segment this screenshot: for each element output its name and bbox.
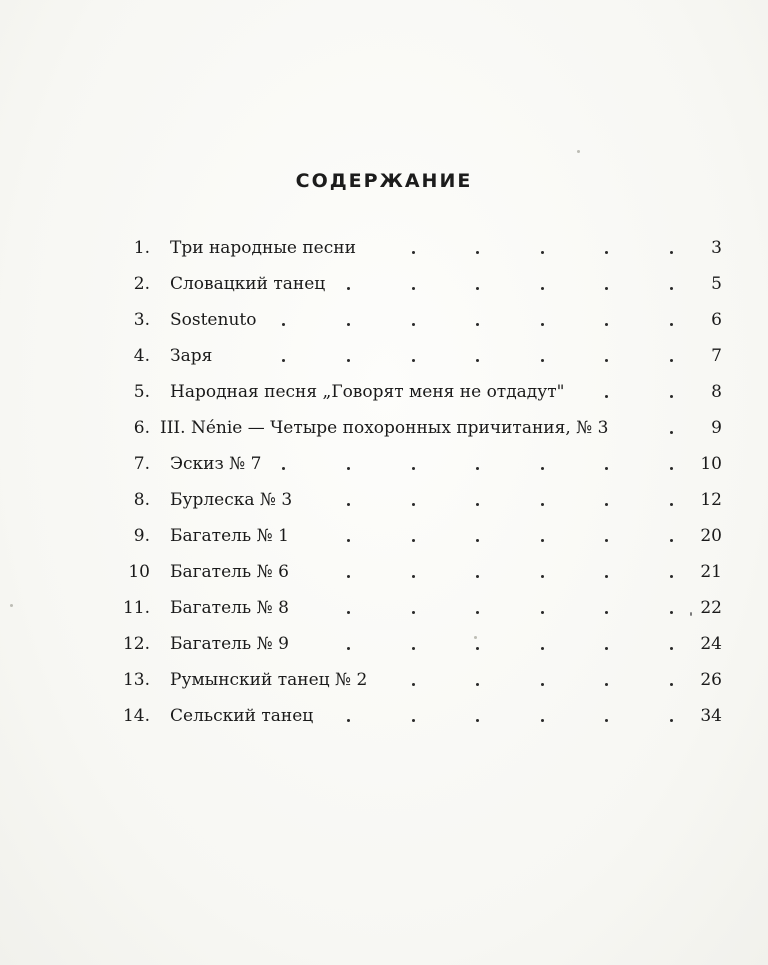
entry-number: 12. bbox=[122, 634, 150, 654]
leader-dot bbox=[605, 467, 608, 470]
paper-speck bbox=[10, 604, 13, 607]
leader-dot bbox=[412, 251, 415, 254]
toc-entry bbox=[0, 554, 768, 590]
toc-entry bbox=[0, 626, 768, 662]
entry-title: Бурлеска № 3 bbox=[170, 490, 293, 510]
leader-dot bbox=[476, 719, 479, 722]
leader-dot bbox=[541, 287, 544, 290]
leader-dot bbox=[412, 719, 415, 722]
leader-dot bbox=[347, 287, 350, 290]
leader-dot bbox=[605, 251, 608, 254]
leader-dot bbox=[605, 359, 608, 362]
entry-title: Багатель № 6 bbox=[170, 562, 289, 582]
dot-leader bbox=[0, 266, 768, 302]
leader-dot bbox=[412, 575, 415, 578]
leader-dot bbox=[347, 467, 350, 470]
leader-dot bbox=[282, 323, 285, 326]
leader-dot bbox=[412, 647, 415, 650]
leader-dot bbox=[347, 359, 350, 362]
leader-dot bbox=[605, 575, 608, 578]
toc-entry bbox=[0, 446, 768, 482]
leader-dot bbox=[670, 251, 673, 254]
dot-leader bbox=[0, 230, 768, 266]
leader-dot bbox=[347, 539, 350, 542]
leader-dot bbox=[476, 251, 479, 254]
leader-dot bbox=[541, 539, 544, 542]
entry-page: 8 bbox=[711, 382, 722, 402]
leader-dot bbox=[670, 719, 673, 722]
entry-title: Эскиз № 7 bbox=[170, 454, 262, 474]
dot-leader bbox=[0, 698, 768, 734]
leader-dot bbox=[605, 539, 608, 542]
entry-number: 10 bbox=[128, 562, 150, 582]
toc-entry bbox=[0, 518, 768, 554]
leader-dot bbox=[670, 323, 673, 326]
toc-entry bbox=[0, 266, 768, 302]
dot-leader bbox=[0, 338, 768, 374]
leader-dot bbox=[670, 611, 673, 614]
leader-dot bbox=[282, 467, 285, 470]
leader-dot bbox=[476, 575, 479, 578]
leader-dot bbox=[541, 359, 544, 362]
leader-dot bbox=[476, 539, 479, 542]
dot-leader bbox=[0, 446, 768, 482]
leader-dot bbox=[670, 539, 673, 542]
entry-page: 26 bbox=[700, 670, 722, 690]
leader-dot bbox=[670, 359, 673, 362]
leader-dot bbox=[605, 503, 608, 506]
entry-number: 13. bbox=[122, 670, 150, 690]
leader-dot bbox=[412, 683, 415, 686]
leader-dot bbox=[670, 575, 673, 578]
entry-page: 9 bbox=[711, 418, 722, 438]
leader-dot bbox=[605, 647, 608, 650]
entry-number: 5. bbox=[133, 382, 150, 402]
entry-title: III. Nénie — Четыре похоронных причитания, № 3 bbox=[160, 418, 609, 438]
entry-page: 10 bbox=[700, 454, 722, 474]
leader-dot bbox=[476, 647, 479, 650]
dot-leader bbox=[0, 626, 768, 662]
toc-entry bbox=[0, 374, 768, 410]
leader-dot bbox=[541, 575, 544, 578]
leader-dot bbox=[347, 323, 350, 326]
entry-number: 4. bbox=[133, 346, 150, 366]
leader-dot bbox=[670, 395, 673, 398]
toc-entry bbox=[0, 590, 768, 626]
entry-title: Багатель № 8 bbox=[170, 598, 289, 618]
leader-dot bbox=[605, 719, 608, 722]
leader-dot bbox=[605, 683, 608, 686]
entry-title: Народная песня „Говорят меня не отдадут" bbox=[170, 382, 565, 402]
leader-dot bbox=[412, 287, 415, 290]
leader-dot bbox=[476, 359, 479, 362]
toc-entry bbox=[0, 230, 768, 266]
leader-dot bbox=[670, 503, 673, 506]
leader-dot bbox=[670, 431, 673, 434]
toc-entry bbox=[0, 482, 768, 518]
entry-page: 5 bbox=[711, 274, 722, 294]
leader-dot bbox=[541, 467, 544, 470]
toc-entry bbox=[0, 410, 768, 446]
leader-dot bbox=[476, 323, 479, 326]
leader-dot bbox=[412, 467, 415, 470]
leader-dot bbox=[605, 323, 608, 326]
entry-title: Sostenuto bbox=[170, 310, 257, 330]
entry-number: 1. bbox=[133, 238, 150, 258]
entry-page: 6 bbox=[711, 310, 722, 330]
dot-leader bbox=[0, 518, 768, 554]
entry-number: 7. bbox=[133, 454, 150, 474]
dot-leader bbox=[0, 662, 768, 698]
entry-page: 7 bbox=[711, 346, 722, 366]
entry-title: Сельский танец bbox=[170, 706, 314, 726]
entry-title: Словацкий танец bbox=[170, 274, 326, 294]
dot-leader bbox=[0, 302, 768, 338]
dot-leader bbox=[0, 374, 768, 410]
toc-entry bbox=[0, 338, 768, 374]
leader-dot bbox=[476, 683, 479, 686]
entry-number: 11. bbox=[122, 598, 150, 618]
leader-dot bbox=[476, 611, 479, 614]
leader-dot bbox=[347, 575, 350, 578]
entry-page: 34 bbox=[700, 706, 722, 726]
dot-leader bbox=[0, 554, 768, 590]
leader-dot bbox=[670, 647, 673, 650]
leader-dot bbox=[605, 287, 608, 290]
leader-dot bbox=[541, 503, 544, 506]
leader-dot bbox=[476, 503, 479, 506]
entry-page: 21 bbox=[700, 562, 722, 582]
leader-dot bbox=[412, 611, 415, 614]
entry-page: 12 bbox=[700, 490, 722, 510]
leader-dot bbox=[347, 611, 350, 614]
leader-dot bbox=[541, 611, 544, 614]
leader-dot bbox=[541, 683, 544, 686]
dot-leader bbox=[0, 590, 768, 626]
toc-entry bbox=[0, 662, 768, 698]
leader-dot bbox=[541, 251, 544, 254]
leader-dot bbox=[541, 323, 544, 326]
leader-dot bbox=[282, 359, 285, 362]
entry-title: Румынский танец № 2 bbox=[170, 670, 368, 690]
leader-dot bbox=[412, 359, 415, 362]
entry-number: 3. bbox=[133, 310, 150, 330]
entry-number: 6. bbox=[133, 418, 150, 438]
paper-speck bbox=[474, 636, 477, 639]
toc-entry bbox=[0, 698, 768, 734]
leader-dot bbox=[412, 539, 415, 542]
entry-page: 24 bbox=[700, 634, 722, 654]
leader-dot bbox=[605, 395, 608, 398]
leader-dot bbox=[347, 503, 350, 506]
dot-leader bbox=[0, 482, 768, 518]
leader-dot bbox=[541, 647, 544, 650]
leader-dot bbox=[412, 503, 415, 506]
leader-dot bbox=[605, 611, 608, 614]
leader-dot bbox=[347, 719, 350, 722]
entry-title: Багатель № 9 bbox=[170, 634, 289, 654]
leader-dot bbox=[476, 467, 479, 470]
entry-page: 3 bbox=[711, 238, 722, 258]
leader-dot bbox=[476, 287, 479, 290]
toc-entry bbox=[0, 302, 768, 338]
leader-dot bbox=[541, 719, 544, 722]
entry-title: Заря bbox=[170, 346, 213, 366]
dot-leader bbox=[0, 410, 768, 446]
entry-number: 9. bbox=[133, 526, 150, 546]
leader-dot bbox=[347, 647, 350, 650]
entry-page: 22 bbox=[700, 598, 722, 618]
entry-title: Багатель № 1 bbox=[170, 526, 289, 546]
entry-number: 2. bbox=[133, 274, 150, 294]
leader-dot bbox=[670, 287, 673, 290]
leader-dot bbox=[670, 683, 673, 686]
paper-speck bbox=[690, 612, 692, 616]
entry-number: 8. bbox=[133, 490, 150, 510]
leader-dot bbox=[670, 467, 673, 470]
entry-title: Три народные песни bbox=[170, 238, 356, 258]
entry-number: 14. bbox=[122, 706, 150, 726]
entry-page: 20 bbox=[700, 526, 722, 546]
paper-speck bbox=[577, 150, 580, 153]
page-title: СОДЕРЖАНИЕ bbox=[295, 170, 473, 192]
leader-dot bbox=[412, 323, 415, 326]
